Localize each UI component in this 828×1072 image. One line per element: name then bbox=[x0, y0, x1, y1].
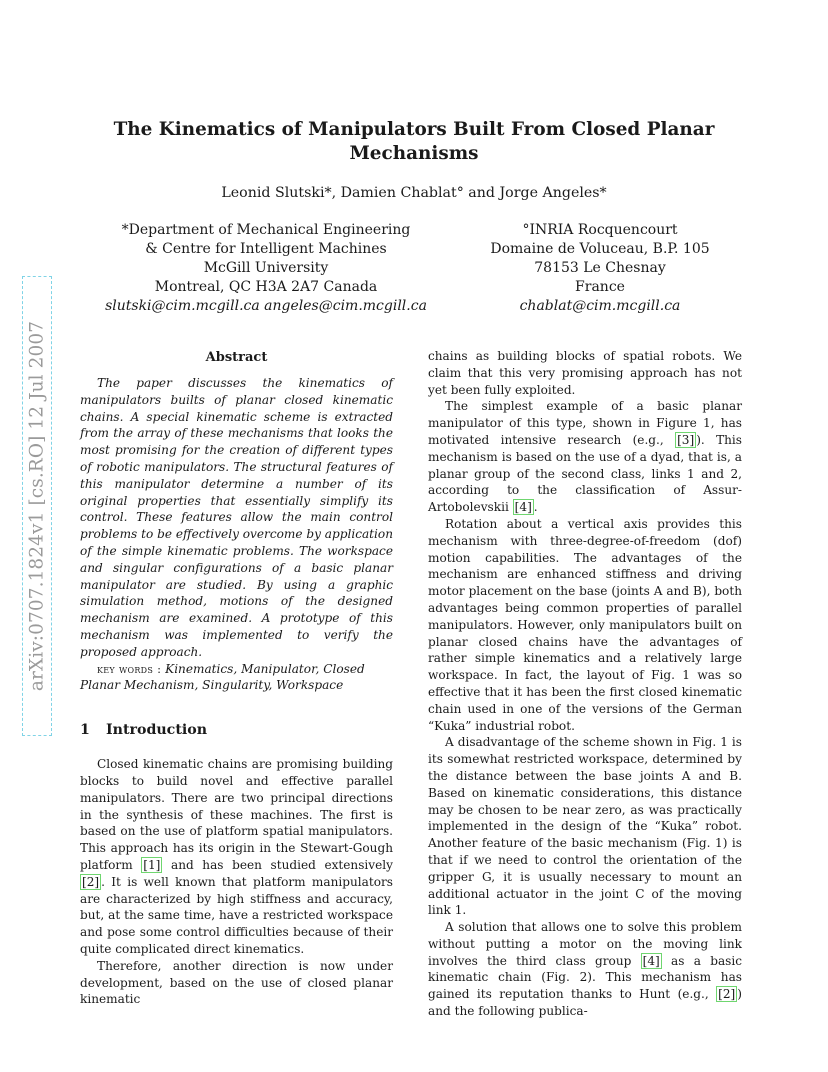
arxiv-sidebar-stamp bbox=[22, 276, 52, 736]
affiliation-line: *Department of Mechanical Engineering bbox=[121, 222, 411, 238]
text-run: ). This mechanism is based on the use of a dyad, that is, a planar group of the second class, links 1 and 2, according to the classification of Assur-Artobolevskii bbox=[428, 432, 743, 515]
keywords-list: Kinematics, Manipulator, Closed Planar Mechanism, Singularity, Workspace bbox=[80, 661, 365, 693]
citation-link[interactable]: [4] bbox=[514, 500, 532, 515]
keywords bbox=[80, 661, 393, 695]
body-paragraph-2 bbox=[428, 398, 742, 516]
affiliation-line: 78153 Le Chesnay bbox=[534, 260, 666, 276]
section-heading-introduction bbox=[80, 720, 393, 740]
affiliation-line: Montreal, QC H3A 2A7 Canada bbox=[154, 279, 378, 295]
author-email: chablat@cim.mcgill.ca bbox=[519, 298, 681, 314]
text-run: as a basic kinematic chain (Fig. 2). This mechanism has gained its reputation thanks to Hunt (e.g., bbox=[428, 953, 742, 1002]
text-run: A solution that allows one to solve this problem without putting a motor on the moving link involves the third class group bbox=[428, 920, 742, 968]
citation-link[interactable]: [4] bbox=[642, 953, 660, 968]
section-number: 1 bbox=[80, 722, 90, 739]
abstract-body: The paper discusses the kinematics of manipulators builts of planar closed kinematic chains. A special kinematic scheme is extracted from the array of these mechanisms that looks the most promising for the creation of different types of robotic manipulators. The structural features of this manipulator determine a number of its original properties that essentially simplify its control. These features allow the main control problems to be effectively overcome by application of the simple kinematic problems. The workspace and singular configurations of a basic planar manipulator are studied. By using a graphic simulation method, motions of the designed mechanism are examined. A prototype of this mechanism was implemented to verify the proposed approach. bbox=[80, 376, 393, 659]
citation-link[interactable]: [3] bbox=[677, 432, 695, 447]
keywords-label: key words : bbox=[97, 661, 162, 676]
citation-link[interactable]: [2] bbox=[718, 987, 736, 1002]
affiliation-line: Domaine de Voluceau, B.P. 105 bbox=[490, 241, 710, 257]
affiliation-line: °INRIA Rocquencourt bbox=[522, 222, 678, 238]
intro-paragraph-2: Therefore, another direction is now under development, based on the use of closed planar kinematic bbox=[80, 958, 393, 1007]
affiliation-inria bbox=[470, 221, 730, 316]
text-run: The simplest example of a basic planar manipulator of this type, shown in Figure 1, has motivated intensive research (e.g., bbox=[428, 399, 742, 447]
paper-title: The Kinematics of Manipulators Built From Closed Planar Mechanisms bbox=[113, 119, 715, 164]
body-paragraph-1: chains as building blocks of spatial robots. We claim that this very promising approach has not yet been fully exploited. bbox=[428, 349, 742, 397]
body-paragraph-5 bbox=[428, 919, 742, 1020]
text-run: Closed kinematic chains are promising building blocks to build novel and effective parallel manipulators. There are two principal directions in the synthesis of these machines. The first is based on the use of platform spatial manipulators. This approach has its origin in the Stewart-Gough platform bbox=[80, 757, 393, 872]
affiliation-line: & Centre for Intelligent Machines bbox=[145, 241, 387, 257]
text-run: ) and the following publica- bbox=[428, 987, 742, 1019]
text-run: and has been studied extensively bbox=[162, 857, 393, 872]
author-list: Leonid Slutski*, Damien Chablat° and Jorge Angeles* bbox=[221, 185, 607, 201]
citation-link[interactable]: [1] bbox=[143, 857, 161, 872]
abstract-heading: Abstract bbox=[205, 350, 268, 365]
affiliation-line: McGill University bbox=[203, 260, 329, 276]
text-run: . bbox=[533, 500, 538, 515]
affiliation-mcgill bbox=[96, 221, 436, 316]
intro-paragraph-1 bbox=[80, 756, 393, 958]
arxiv-identifier: arXiv:0707.1824v1 [cs.RO] 12 Jul 2007 bbox=[26, 320, 48, 692]
affiliation-line: France bbox=[575, 279, 625, 295]
right-column bbox=[428, 348, 742, 1020]
citation-link[interactable]: [2] bbox=[82, 874, 100, 889]
left-column bbox=[80, 348, 393, 1008]
author-emails: slutski@cim.mcgill.ca angeles@cim.mcgill.ca bbox=[105, 298, 427, 314]
body-paragraph-3: Rotation about a vertical axis provides this mechanism with three-degree-of-freedom (dof) motion capabilities. The advantages of the mechanism are enhanced stiffness and driving motor placement on the base (joints A and B), both advantages being common properties of parallel manipulators. However, only manipulators built on planar closed chains have the advantages of rather simple kinematics and a relatively large workspace. In fact, the layout of Fig. 1 was so effective that it has been the first closed kinematic chain used in one of the versions of the German “Kuka” industrial robot. bbox=[428, 516, 742, 733]
text-run: . It is well known that platform manipulators are characterized by high stiffness and accuracy, but, at the same time, have a restricted workspace and pose some control difficulties because of their quite complicated direct kinematics. bbox=[80, 874, 393, 956]
body-paragraph-4: A disadvantage of the scheme shown in Fig. 1 is its somewhat restricted workspace, determined by the distance between the base joints A and B. Based on kinematic considerations, this distance may be chosen to be near zero, as was practically implemented in the design of the “Kuka” robot. Another feature of the basic mechanism (Fig. 1) is that if we need to control the orientation of the gripper G, it is usually necessary to mount an additional actuator in the joint C of the moving link 1. bbox=[428, 735, 742, 918]
section-title: Introduction bbox=[106, 722, 208, 739]
